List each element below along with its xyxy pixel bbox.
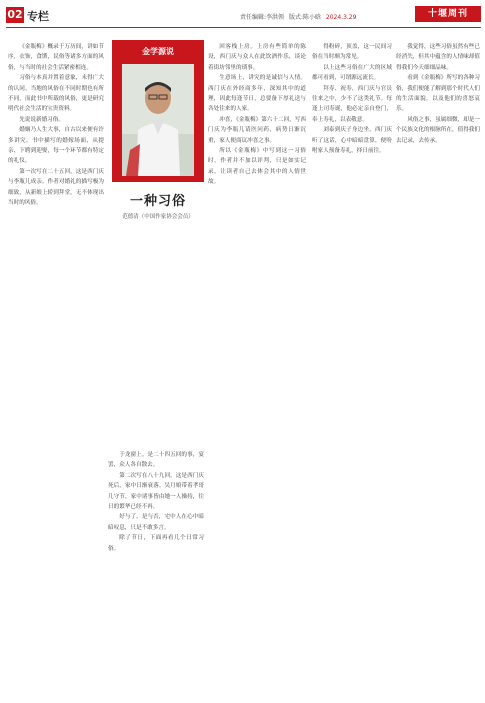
paragraph: 得粉碎，顶盖，这一民间习俗在当时颇为常见。 [312, 44, 392, 61]
article-byline: 范德清（中国作家协会会员） [122, 214, 194, 220]
paragraph: 所以《金瓶梅》中写到这一习俗时，作者并不加以评判，只是如实记录，让读者自己去体会其中的人情世故。 [208, 148, 306, 186]
page-number: 02 [7, 8, 23, 21]
author-photo-box [112, 40, 204, 182]
paragraph: 生意场上，讲究的是诚信与人情。西门庆在外经商多年，深知其中的道理，因此每逢节日，总要备下厚礼送与各处往来的人家。 [208, 75, 306, 113]
portrait-image [122, 64, 194, 176]
masthead: 十堰周刊 [415, 6, 481, 22]
paragraph: 婚姻乃人生大事，自古以来便有许多讲究。书中描写的婚嫁场面，从提亲、下聘到迎娶，每一个环节都有特定的礼仪。 [8, 127, 104, 165]
paragraph: 先说说新婚习俗。 [19, 116, 64, 123]
paragraph: 风俗之事，虽属细微，却是一个民族文化的根脉所在，值得我们去记录，去传承。 [396, 116, 480, 144]
header-rule [6, 27, 481, 28]
paragraph: 看到《金瓶梅》所写的各种习俗，我们便能了解到那个时代人们的生活面貌，以及他们的喜怒哀乐。 [396, 75, 480, 113]
paragraph: 以上这些习俗在广大的区域都可看到，可谓源远流长。 [312, 64, 392, 82]
paragraph: 我觉得，这些习俗虽然有些已经消失，但其中蕴含的人情味却值得我们今天细细品味。 [396, 44, 480, 71]
text-column-4 [312, 42, 392, 694]
issue-date: 2024.3.29 [325, 14, 357, 21]
text-column-1 [8, 42, 104, 694]
section-name: 专栏 [27, 10, 49, 23]
editorial-meta [240, 12, 359, 21]
paragraph: 习俗与本真并置着意象，未得广大的认同。当地的风俗在不同时期也有所不同，而此书中所载的风俗，更是研究明代社会生活的宝贵资料。 [8, 75, 104, 113]
column-label: 金学源说 [142, 47, 174, 56]
paragraph: 刘泰到庆子身边坐，西门庆听了这话，心中暗暗盘算，便吩咐家人预备寿礼，择日前往。 [312, 127, 392, 155]
paragraph: 拜寿、祝寿，西门庆与官员往来之中，少不了这类礼节。每逢上司寿诞，他必定亲自登门，奉上寿礼，以表敬意。 [312, 85, 392, 123]
paragraph: 于龙窗上。是二十四五回的事，宴罢，众人各自散去。 [108, 452, 204, 469]
paragraph: 第一次写在二十五回，这是西门庆与李瓶儿成亲。作者对婚礼的描写极为细致，从新娘上轿到拜堂，无不体现出当时的风俗。 [8, 168, 104, 207]
paragraph: 《金瓶梅》概录于万历间，讲如节序，衣饰，食馔，民俗等诸多方面的风俗，与当时的社会生活紧密相连。 [8, 44, 104, 71]
layout-credit: 版式:陈小晗 [288, 14, 321, 21]
page-header [0, 0, 485, 28]
paragraph: 除了节日，下面再看几个日常习俗。 [108, 535, 204, 552]
text-column-3 [208, 42, 306, 694]
author-portrait [122, 64, 194, 176]
editor-credit: 责任编辑:李洪领 [240, 14, 285, 21]
paragraph: 好与了，是与否，宅中人在心中暗暗叹息，只是不敢多言。 [108, 514, 204, 531]
article-title: 一种习俗 [129, 194, 186, 209]
text-column-5 [396, 42, 480, 694]
text-column-2 [108, 450, 204, 694]
paragraph: 回客栈上房。上房有些简单的陈设，西门庆与众人在此饮酒作乐，谈论着街坊邻里的琐事。 [208, 44, 306, 71]
paragraph: 第二次写在八十九回，这是西门庆死后，家中日渐衰落。吴月娘带着孝哥儿守节，家中诸事皆由她一人操持，往日的繁华已经不再。 [108, 472, 204, 511]
paragraph: 冲喜，《金瓶梅》第六十二回，写西门庆为李瓶儿请医问药，病势日渐沉重，家人便商议冲喜之事。 [208, 116, 306, 144]
